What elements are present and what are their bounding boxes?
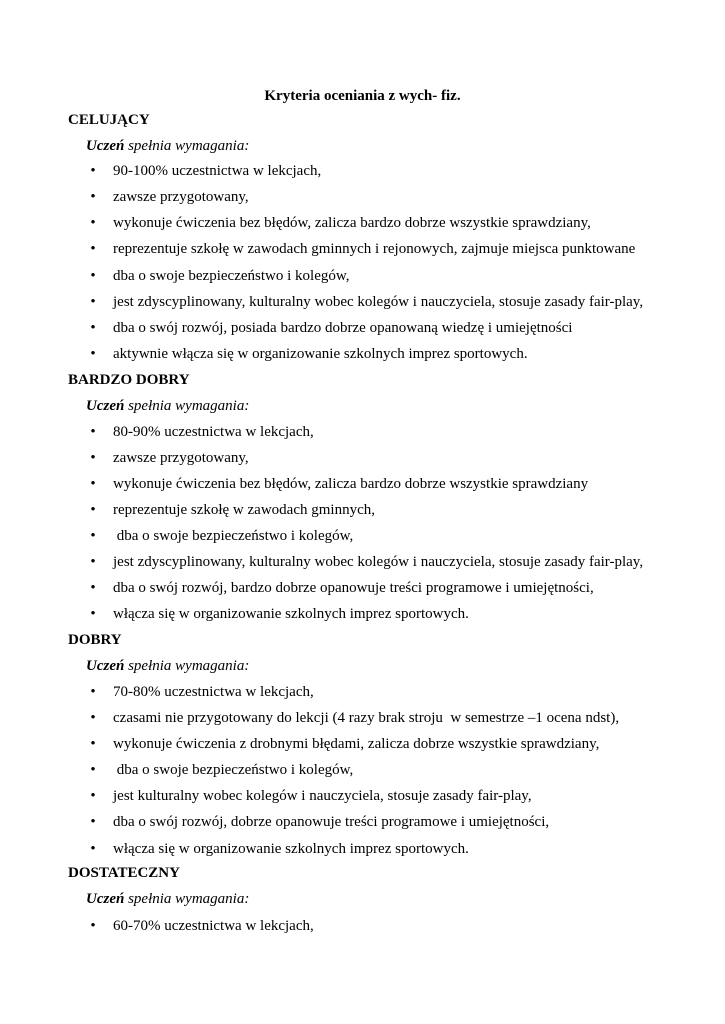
requirement-rest: spełnia wymagania: (124, 658, 250, 674)
bullet-icon: • (90, 841, 96, 857)
list-item-text: reprezentuje szkołę w zawodach gminnych, (113, 502, 375, 518)
list-item-text: 60-70% uczestnictwa w lekcjach, (113, 918, 314, 934)
bullet-icon: • (90, 502, 96, 518)
list-item-text: dba o swój rozwój, bardzo dobrze opanowuje treści programowe i umiejętności, (113, 580, 594, 596)
requirement-lead: Uczeń (86, 891, 125, 907)
bullet-icon: • (90, 346, 96, 362)
bullet-icon: • (90, 580, 96, 596)
grade-heading-dobry: DOBRY (68, 632, 122, 648)
bullet-icon: • (90, 189, 96, 205)
list-item-text: jest zdyscyplinowany, kulturalny wobec kolegów i nauczyciela, stosuje zasady fair-play, (113, 294, 644, 310)
bullet-icon: • (90, 294, 96, 310)
bullet-icon: • (90, 918, 96, 934)
list-item-text: jest kulturalny wobec kolegów i nauczyciela, stosuje zasady fair-play, (113, 788, 532, 804)
list-item-text: zawsze przygotowany, (113, 189, 249, 205)
list-item-text: włącza się w organizowanie szkolnych imprez sportowych. (113, 606, 469, 622)
bullet-icon: • (90, 424, 96, 440)
list-item-text: dba o swoje bezpieczeństwo i kolegów, (113, 528, 354, 544)
list-item-text: wykonuje ćwiczenia bez błędów, zalicza bardzo dobrze wszystkie sprawdziany (113, 476, 589, 492)
list-item-text: 70-80% uczestnictwa w lekcjach, (113, 684, 314, 700)
bullet-icon: • (90, 788, 96, 804)
bullet-icon: • (90, 684, 96, 700)
list-item-text: dba o swoje bezpieczeństwo i kolegów, (113, 268, 350, 284)
list-item-text: włącza się w organizowanie szkolnych imprez sportowych. (113, 841, 469, 857)
list-item-text: jest zdyscyplinowany, kulturalny wobec kolegów i nauczyciela, stosuje zasady fair-play, (113, 554, 644, 570)
list-item-text: czasami nie przygotowany do lekcji (4 razy brak stroju w semestrze –1 ocena ndst), (113, 710, 620, 726)
bullet-icon: • (90, 736, 96, 752)
requirement-rest: spełnia wymagania: (124, 398, 250, 414)
list-item-text: dba o swój rozwój, posiada bardzo dobrze opanowaną wiedzę i umiejętności (113, 320, 573, 336)
bullet-icon: • (90, 814, 96, 830)
bullet-icon: • (90, 215, 96, 231)
requirements-intro (86, 890, 249, 908)
requirement-rest: spełnia wymagania: (124, 138, 250, 154)
list-item-text: zawsze przygotowany, (113, 450, 249, 466)
bullet-icon: • (90, 241, 96, 257)
requirements-intro (86, 137, 249, 155)
grade-heading-dostateczny: DOSTATECZNY (68, 865, 180, 881)
bullet-icon: • (90, 320, 96, 336)
requirements-intro (86, 657, 249, 675)
bullet-icon: • (90, 268, 96, 284)
bullet-icon: • (90, 606, 96, 622)
bullet-icon: • (90, 528, 96, 544)
list-item-text: 90-100% uczestnictwa w lekcjach, (113, 163, 322, 179)
requirement-lead: Uczeń (86, 658, 125, 674)
list-item-text: 80-90% uczestnictwa w lekcjach, (113, 424, 314, 440)
requirement-lead: Uczeń (86, 138, 125, 154)
list-item-text: reprezentuje szkołę w zawodach gminnych i rejonowych, zajmuje miejsca punktowane (113, 241, 636, 257)
list-item-text: dba o swój rozwój, dobrze opanowuje treści programowe i umiejętności, (113, 814, 550, 830)
bullet-icon: • (90, 450, 96, 466)
list-item-text: dba o swoje bezpieczeństwo i kolegów, (113, 762, 354, 778)
requirement-rest: spełnia wymagania: (124, 891, 250, 907)
bullet-icon: • (90, 554, 96, 570)
document-title: Kryteria oceniania z wych- fiz. (264, 88, 461, 104)
requirement-lead: Uczeń (86, 398, 125, 414)
list-item-text: wykonuje ćwiczenia z drobnymi błędami, zalicza dobrze wszystkie sprawdziany, (113, 736, 600, 752)
list-item-text: wykonuje ćwiczenia bez błędów, zalicza bardzo dobrze wszystkie sprawdziany, (113, 215, 591, 231)
bullet-icon: • (90, 710, 96, 726)
bullet-icon: • (90, 762, 96, 778)
requirements-intro (86, 397, 249, 415)
grade-heading-bardzo-dobry: BARDZO DOBRY (68, 372, 190, 388)
list-item-text: aktywnie włącza się w organizowanie szkolnych imprez sportowych. (113, 346, 528, 362)
bullet-icon: • (90, 163, 96, 179)
bullet-icon: • (90, 476, 96, 492)
grade-heading-celujacy: CELUJĄCY (68, 112, 150, 128)
